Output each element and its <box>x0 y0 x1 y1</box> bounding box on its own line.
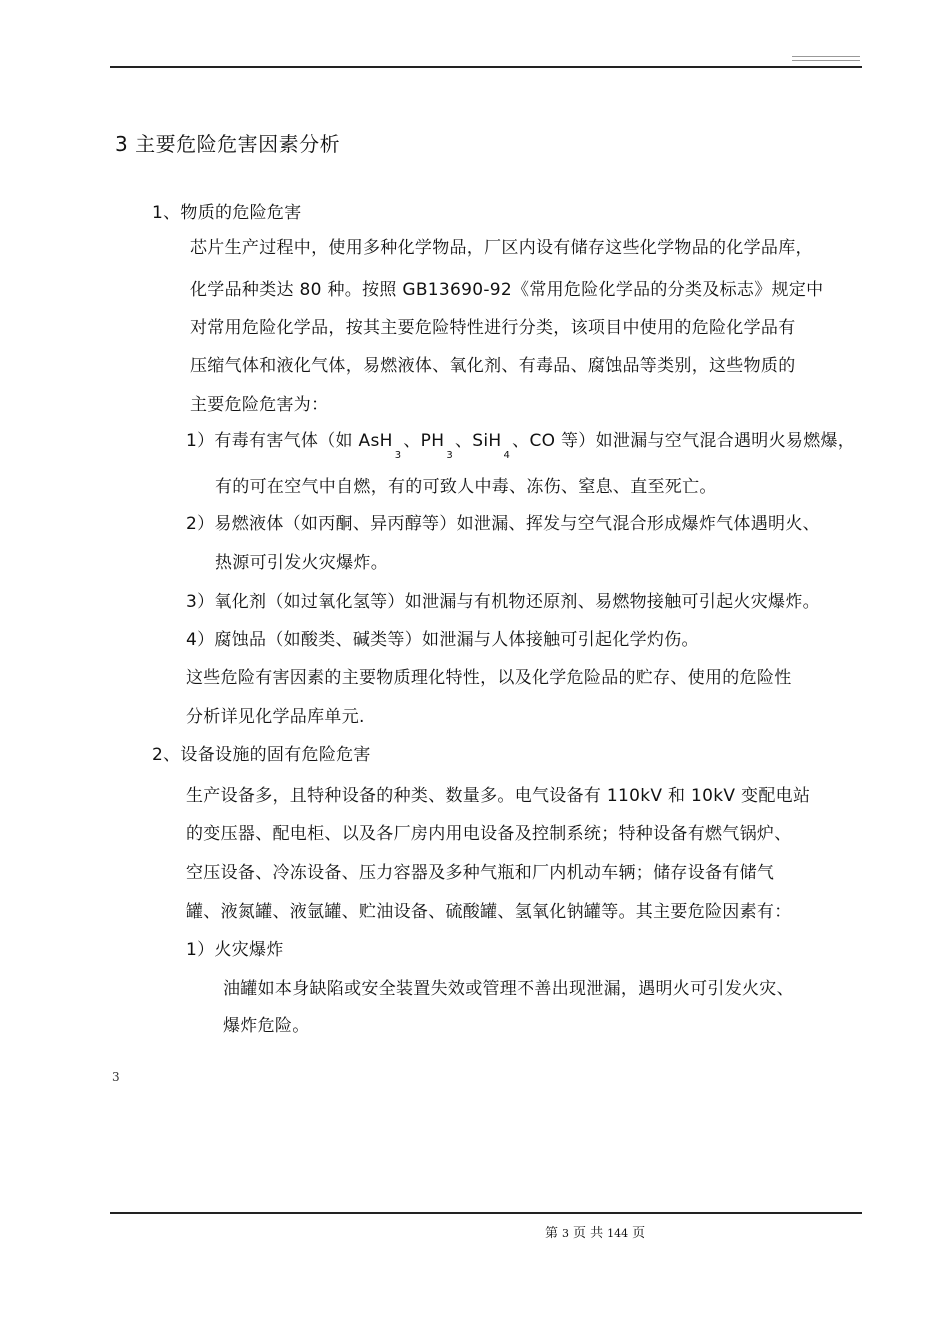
footer-rule <box>110 1212 862 1214</box>
part2-intro-line: 生产设备多，且特种设备的种类、数量多。电气设备有 110kV 和 10kV 变配电站 <box>186 786 811 806</box>
subscript: 4 <box>503 450 511 461</box>
item2-line2: 热源可引发火灾爆炸。 <box>215 553 388 573</box>
part2-heading: 2、设备设施的固有危险危害 <box>152 745 371 765</box>
header-mark-line <box>792 56 860 57</box>
part1-closing-line: 分析详见化学品库单元. <box>186 707 365 727</box>
part1-intro-line: 化学品种类达 80 种。按照 GB13690-92《常用危险化学品的分类及标志》规定中 <box>190 280 824 300</box>
part2-intro-line: 罐、液氮罐、液氩罐、贮油设备、硫酸罐、氢氧化钠罐等。其主要危险因素有： <box>186 902 792 922</box>
part2-sub-line: 爆炸危险。 <box>223 1016 310 1036</box>
part1-intro-line: 主要危险危害为： <box>190 395 329 415</box>
part1-closing-line: 这些危险有害因素的主要物质理化特性，以及化学危险品的贮存、使用的危险性 <box>186 668 792 688</box>
item4: 4）腐蚀品（如酸类、碱类等）如泄漏与人体接触可引起化学灼伤。 <box>186 630 699 650</box>
part1-heading: 1、物质的危险危害 <box>152 203 302 223</box>
footer-prefix: 第 <box>545 1226 559 1241</box>
part1-intro-line: 对常用危险化学品，按其主要危险特性进行分类，该项目中使用的危险化学品有 <box>190 318 796 338</box>
part1-intro-line: 芯片生产过程中，使用多种化学物品，厂区内设有储存这些化学物品的化学品库， <box>190 238 813 258</box>
item3: 3）氧化剂（如过氧化氢等）如泄漏与有机物还原剂、易燃物接触可引起火灾爆炸。 <box>186 592 820 612</box>
margin-page-number: 3 <box>112 1070 120 1084</box>
part2-sub-line: 油罐如本身缺陷或安全装置失效或管理不善出现泄漏，遇明火可引发火灾、 <box>223 979 794 999</box>
footer-page-number: 3 <box>562 1227 570 1240</box>
item1-mid: 、PH <box>403 431 445 451</box>
item1-line2: 有的可在空气中自燃，有的可致人中毒、冻伤、窒息、直至死亡。 <box>215 477 717 497</box>
section-title: 3 主要危险危害因素分析 <box>115 132 341 156</box>
header-mark-line <box>792 60 860 61</box>
item1-suffix: 、CO 等）如泄漏与空气混合遇明火易燃爆， <box>512 431 856 451</box>
footer-suffix: 页 <box>632 1226 646 1241</box>
item1-prefix: 1）有毒有害气体（如 AsH <box>186 431 393 451</box>
part2-intro-line: 空压设备、冷冻设备、压力容器及多种气瓶和厂内机动车辆；储存设备有储气 <box>186 863 775 883</box>
item1-line1 <box>186 430 856 461</box>
part1-intro-line: 压缩气体和液化气体，易燃液体、氧化剂、有毒品、腐蚀品等类别，这些物质的 <box>190 356 796 376</box>
footer-page-info <box>545 1222 645 1241</box>
part2-sub-heading: 1）火灾爆炸 <box>186 940 284 960</box>
part2-intro-line: 的变压器、配电柜、以及各厂房内用电设备及控制系统；特种设备有燃气锅炉、 <box>186 824 792 844</box>
header-rule <box>110 66 862 68</box>
subscript: 3 <box>394 450 402 461</box>
item1-mid: 、SiH <box>454 431 502 451</box>
subscript: 3 <box>446 450 453 461</box>
footer-middle: 页 共 <box>573 1226 604 1241</box>
footer-total-pages: 144 <box>607 1227 629 1240</box>
item2-line1: 2）易燃液体（如丙酮、异丙醇等）如泄漏、挥发与空气混合形成爆炸气体遇明火、 <box>186 514 820 534</box>
